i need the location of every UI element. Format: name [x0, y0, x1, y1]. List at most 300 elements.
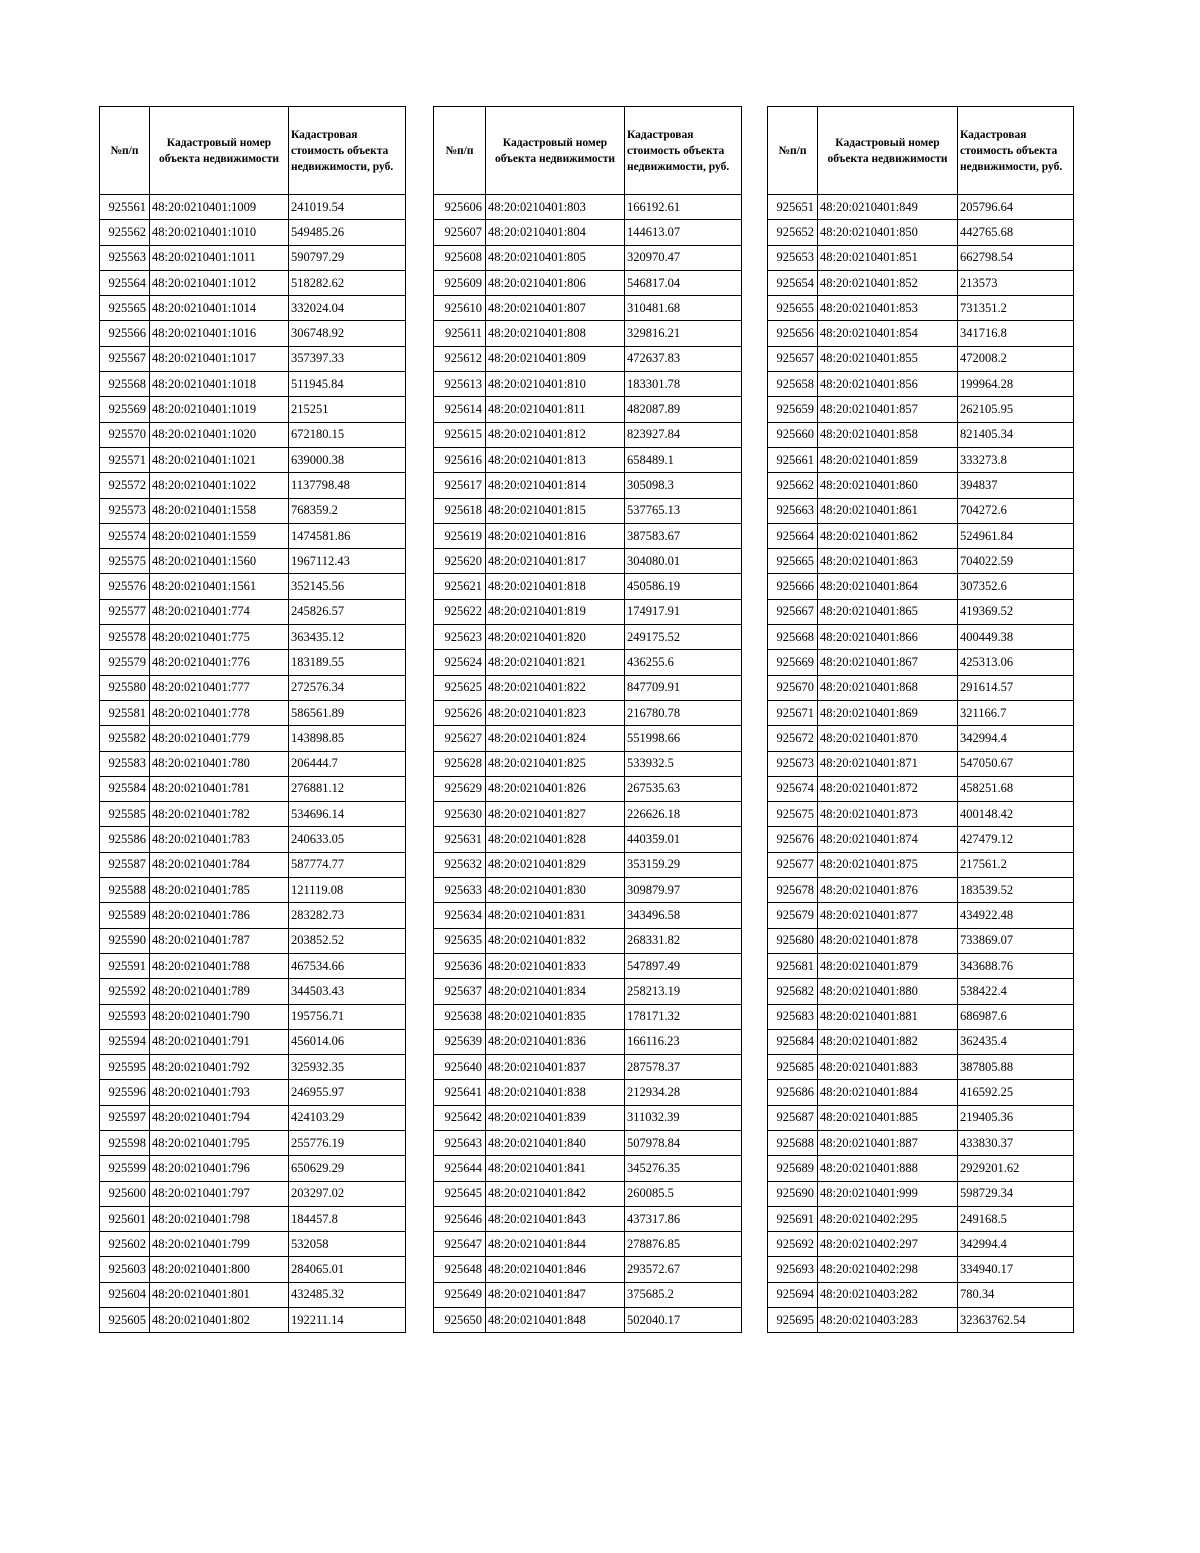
cadastral-number: 48:20:0210401:791 [150, 1029, 289, 1054]
cadastral-number: 48:20:0210401:804 [486, 220, 625, 245]
cadastral-number: 48:20:0210401:1021 [150, 447, 289, 472]
cadastral-number: 48:20:0210401:884 [818, 1080, 958, 1105]
cadastral-value: 672180.15 [289, 422, 406, 447]
table-row [768, 700, 1074, 725]
table-row [434, 1282, 742, 1307]
table-row [768, 321, 1074, 346]
table-row [434, 751, 742, 776]
table-row [434, 1308, 742, 1333]
cadastral-number: 48:20:0210401:828 [486, 827, 625, 852]
cadastral-number: 48:20:0210401:814 [486, 473, 625, 498]
cadastral-number: 48:20:0210401:876 [818, 878, 958, 903]
table-row [768, 1206, 1074, 1231]
table-row [434, 498, 742, 523]
cadastral-value: 143898.85 [289, 726, 406, 751]
table-row [434, 1004, 742, 1029]
table-row [100, 473, 406, 498]
cadastral-value: 205796.64 [958, 195, 1074, 220]
cadastral-value: 268331.82 [625, 928, 742, 953]
row-number: 925672 [768, 726, 818, 751]
cadastral-number: 48:20:0210401:840 [486, 1130, 625, 1155]
row-number: 925645 [434, 1181, 486, 1206]
row-number: 925606 [434, 195, 486, 220]
cadastral-value: 482087.89 [625, 397, 742, 422]
row-number: 925580 [100, 675, 150, 700]
cadastral-value: 284065.01 [289, 1257, 406, 1282]
table-row [100, 1257, 406, 1282]
table-row [434, 1130, 742, 1155]
row-number: 925649 [434, 1282, 486, 1307]
cadastral-value: 276881.12 [289, 776, 406, 801]
table-row [434, 776, 742, 801]
cadastral-value: 166192.61 [625, 195, 742, 220]
cadastral-number: 48:20:0210401:866 [818, 625, 958, 650]
cadastral-value: 32363762.54 [958, 1308, 1074, 1333]
cadastral-number: 48:20:0210401:838 [486, 1080, 625, 1105]
cadastral-value: 532058 [289, 1232, 406, 1257]
cadastral-number: 48:20:0210401:811 [486, 397, 625, 422]
cadastral-value: 419369.52 [958, 599, 1074, 624]
cadastral-value: 424103.29 [289, 1105, 406, 1130]
table-row [434, 296, 742, 321]
table-row [434, 1181, 742, 1206]
cadastral-value: 387805.88 [958, 1055, 1074, 1080]
table-row [768, 498, 1074, 523]
cadastral-number: 48:20:0210401:1016 [150, 321, 289, 346]
cadastral-value: 472637.83 [625, 346, 742, 371]
row-number: 925562 [100, 220, 150, 245]
cadastral-number: 48:20:0210401:870 [818, 726, 958, 751]
cadastral-value: 291614.57 [958, 675, 1074, 700]
cadastral-value: 437317.86 [625, 1206, 742, 1231]
cadastral-value: 400148.42 [958, 802, 1074, 827]
row-number: 925644 [434, 1156, 486, 1181]
cadastral-number: 48:20:0210401:1561 [150, 574, 289, 599]
row-number: 925661 [768, 447, 818, 472]
cadastral-number: 48:20:0210401:788 [150, 953, 289, 978]
cadastral-table-3 [767, 106, 1074, 1333]
row-number: 925637 [434, 979, 486, 1004]
cadastral-number: 48:20:0210401:780 [150, 751, 289, 776]
row-number: 925630 [434, 802, 486, 827]
row-number: 925612 [434, 346, 486, 371]
row-number: 925669 [768, 650, 818, 675]
table-row [768, 422, 1074, 447]
cadastral-value: 2929201.62 [958, 1156, 1074, 1181]
cadastral-value: 278876.85 [625, 1232, 742, 1257]
cadastral-number: 48:20:0210401:794 [150, 1105, 289, 1130]
row-number: 925662 [768, 473, 818, 498]
row-number: 925640 [434, 1055, 486, 1080]
table-row [768, 852, 1074, 877]
cadastral-value: 353159.29 [625, 852, 742, 877]
cadastral-number: 48:20:0210401:871 [818, 751, 958, 776]
cadastral-number: 48:20:0210401:789 [150, 979, 289, 1004]
row-number: 925663 [768, 498, 818, 523]
table-row [100, 827, 406, 852]
cadastral-number: 48:20:0210401:873 [818, 802, 958, 827]
cadastral-value: 586561.89 [289, 700, 406, 725]
cadastral-value: 662798.54 [958, 245, 1074, 270]
cadastral-number: 48:20:0210401:847 [486, 1282, 625, 1307]
cadastral-number: 48:20:0210403:282 [818, 1282, 958, 1307]
table-row [100, 979, 406, 1004]
cadastral-value: 192211.14 [289, 1308, 406, 1333]
table-row [100, 625, 406, 650]
cadastral-number: 48:20:0210401:799 [150, 1232, 289, 1257]
cadastral-number: 48:20:0210401:777 [150, 675, 289, 700]
cadastral-value: 547050.67 [958, 751, 1074, 776]
row-number: 925579 [100, 650, 150, 675]
header-cadastral-value: Кадастровая стоимость объекта недвижимости, руб. [625, 107, 742, 195]
row-number: 925653 [768, 245, 818, 270]
cadastral-value: 432485.32 [289, 1282, 406, 1307]
table-row [768, 523, 1074, 548]
cadastral-number: 48:20:0210401:1022 [150, 473, 289, 498]
cadastral-number: 48:20:0210401:854 [818, 321, 958, 346]
row-number: 925638 [434, 1004, 486, 1029]
cadastral-table-2 [433, 106, 742, 1333]
table-row [100, 1029, 406, 1054]
table-row [768, 346, 1074, 371]
table-row [768, 650, 1074, 675]
row-number: 925594 [100, 1029, 150, 1054]
cadastral-number: 48:20:0210401:820 [486, 625, 625, 650]
table-row [100, 549, 406, 574]
table-row [768, 397, 1074, 422]
cadastral-number: 48:20:0210401:861 [818, 498, 958, 523]
cadastral-value: 344503.43 [289, 979, 406, 1004]
row-number: 925646 [434, 1206, 486, 1231]
cadastral-number: 48:20:0210401:868 [818, 675, 958, 700]
row-number: 925603 [100, 1257, 150, 1282]
row-number: 925685 [768, 1055, 818, 1080]
cadastral-value: 240633.05 [289, 827, 406, 852]
header-cadastral-number: Кадастровый номер объекта недвижимости [486, 107, 625, 195]
table-row [768, 296, 1074, 321]
row-number: 925620 [434, 549, 486, 574]
cadastral-number: 48:20:0210401:787 [150, 928, 289, 953]
table-row [434, 878, 742, 903]
table-row [434, 903, 742, 928]
cadastral-number: 48:20:0210401:819 [486, 599, 625, 624]
table-header-row [100, 107, 406, 195]
cadastral-number: 48:20:0210401:781 [150, 776, 289, 801]
cadastral-number: 48:20:0210401:880 [818, 979, 958, 1004]
cadastral-number: 48:20:0210401:852 [818, 270, 958, 295]
table-row [768, 1232, 1074, 1257]
row-number: 925561 [100, 195, 150, 220]
row-number: 925617 [434, 473, 486, 498]
cadastral-value: 1967112.43 [289, 549, 406, 574]
cadastral-value: 219405.36 [958, 1105, 1074, 1130]
row-number: 925658 [768, 372, 818, 397]
table-row [434, 1156, 742, 1181]
row-number: 925678 [768, 878, 818, 903]
row-number: 925660 [768, 422, 818, 447]
cadastral-number: 48:20:0210401:851 [818, 245, 958, 270]
cadastral-value: 258213.19 [625, 979, 742, 1004]
row-number: 925676 [768, 827, 818, 852]
cadastral-value: 416592.25 [958, 1080, 1074, 1105]
row-number: 925593 [100, 1004, 150, 1029]
cadastral-number: 48:20:0210401:1019 [150, 397, 289, 422]
row-number: 925596 [100, 1080, 150, 1105]
cadastral-value: 456014.06 [289, 1029, 406, 1054]
cadastral-value: 375685.2 [625, 1282, 742, 1307]
table-row [768, 1156, 1074, 1181]
cadastral-value: 183301.78 [625, 372, 742, 397]
row-number: 925686 [768, 1080, 818, 1105]
table-row [100, 650, 406, 675]
cadastral-value: 203297.02 [289, 1181, 406, 1206]
row-number: 925619 [434, 523, 486, 548]
cadastral-number: 48:20:0210401:813 [486, 447, 625, 472]
cadastral-number: 48:20:0210401:805 [486, 245, 625, 270]
cadastral-number: 48:20:0210401:842 [486, 1181, 625, 1206]
table-row [768, 220, 1074, 245]
cadastral-value: 533932.5 [625, 751, 742, 776]
row-number: 925605 [100, 1308, 150, 1333]
row-number: 925597 [100, 1105, 150, 1130]
cadastral-number: 48:20:0210401:795 [150, 1130, 289, 1155]
row-number: 925671 [768, 700, 818, 725]
row-number: 925695 [768, 1308, 818, 1333]
table-row [768, 270, 1074, 295]
cadastral-number: 48:20:0210401:872 [818, 776, 958, 801]
table-row [100, 1206, 406, 1231]
cadastral-value: 598729.34 [958, 1181, 1074, 1206]
row-number: 925683 [768, 1004, 818, 1029]
cadastral-value: 731351.2 [958, 296, 1074, 321]
row-number: 925666 [768, 574, 818, 599]
table-row [768, 1130, 1074, 1155]
cadastral-value: 518282.62 [289, 270, 406, 295]
row-number: 925665 [768, 549, 818, 574]
row-number: 925608 [434, 245, 486, 270]
cadastral-value: 311032.39 [625, 1105, 742, 1130]
row-number: 925607 [434, 220, 486, 245]
cadastral-number: 48:20:0210401:1010 [150, 220, 289, 245]
table-row [768, 625, 1074, 650]
cadastral-value: 537765.13 [625, 498, 742, 523]
table-row [434, 321, 742, 346]
cadastral-number: 48:20:0210401:1558 [150, 498, 289, 523]
row-number: 925693 [768, 1257, 818, 1282]
row-number: 925689 [768, 1156, 818, 1181]
row-number: 925674 [768, 776, 818, 801]
cadastral-value: 283282.73 [289, 903, 406, 928]
cadastral-number: 48:20:0210401:1012 [150, 270, 289, 295]
row-number: 925564 [100, 270, 150, 295]
table-row [434, 979, 742, 1004]
cadastral-number: 48:20:0210401:1559 [150, 523, 289, 548]
cadastral-number: 48:20:0210401:803 [486, 195, 625, 220]
table-row [434, 1232, 742, 1257]
row-number: 925654 [768, 270, 818, 295]
row-number: 925629 [434, 776, 486, 801]
cadastral-number: 48:20:0210401:887 [818, 1130, 958, 1155]
table-row [434, 195, 742, 220]
table-row [100, 422, 406, 447]
row-number: 925609 [434, 270, 486, 295]
row-number: 925623 [434, 625, 486, 650]
row-number: 925588 [100, 878, 150, 903]
table-row [434, 574, 742, 599]
cadastral-number: 48:20:0210401:1014 [150, 296, 289, 321]
cadastral-number: 48:20:0210401:823 [486, 700, 625, 725]
cadastral-value: 206444.7 [289, 751, 406, 776]
table-row [768, 751, 1074, 776]
table-row [434, 473, 742, 498]
table-row [768, 1004, 1074, 1029]
table-row [100, 903, 406, 928]
cadastral-number: 48:20:0210401:1560 [150, 549, 289, 574]
cadastral-value: 226626.18 [625, 802, 742, 827]
row-number: 925655 [768, 296, 818, 321]
table-row [100, 928, 406, 953]
table-header-row [768, 107, 1074, 195]
cadastral-number: 48:20:0210401:792 [150, 1055, 289, 1080]
cadastral-value: 310481.68 [625, 296, 742, 321]
table-row [768, 599, 1074, 624]
cadastral-value: 174917.91 [625, 599, 742, 624]
table-row [434, 220, 742, 245]
cadastral-number: 48:20:0210403:283 [818, 1308, 958, 1333]
row-number: 925694 [768, 1282, 818, 1307]
cadastral-number: 48:20:0210401:843 [486, 1206, 625, 1231]
row-number: 925677 [768, 852, 818, 877]
cadastral-number: 48:20:0210401:882 [818, 1029, 958, 1054]
cadastral-value: 639000.38 [289, 447, 406, 472]
table-row [434, 726, 742, 751]
cadastral-number: 48:20:0210401:797 [150, 1181, 289, 1206]
row-number: 925565 [100, 296, 150, 321]
cadastral-number: 48:20:0210401:860 [818, 473, 958, 498]
row-number: 925585 [100, 802, 150, 827]
cadastral-number: 48:20:0210401:864 [818, 574, 958, 599]
row-number: 925569 [100, 397, 150, 422]
row-number: 925586 [100, 827, 150, 852]
cadastral-value: 321166.7 [958, 700, 1074, 725]
cadastral-number: 48:20:0210401:862 [818, 523, 958, 548]
cadastral-number: 48:20:0210401:848 [486, 1308, 625, 1333]
cadastral-value: 241019.54 [289, 195, 406, 220]
table-row [100, 953, 406, 978]
cadastral-value: 524961.84 [958, 523, 1074, 548]
cadastral-number: 48:20:0210401:815 [486, 498, 625, 523]
row-number: 925650 [434, 1308, 486, 1333]
cadastral-value: 343496.58 [625, 903, 742, 928]
table-row [100, 270, 406, 295]
cadastral-number: 48:20:0210401:888 [818, 1156, 958, 1181]
cadastral-number: 48:20:0210401:818 [486, 574, 625, 599]
cadastral-value: 511945.84 [289, 372, 406, 397]
cadastral-value: 458251.68 [958, 776, 1074, 801]
cadastral-number: 48:20:0210401:853 [818, 296, 958, 321]
cadastral-number: 48:20:0210402:297 [818, 1232, 958, 1257]
cadastral-number: 48:20:0210401:822 [486, 675, 625, 700]
header-cadastral-number: Кадастровый номер объекта недвижимости [818, 107, 958, 195]
row-number: 925639 [434, 1029, 486, 1054]
cadastral-value: 425313.06 [958, 650, 1074, 675]
cadastral-value: 363435.12 [289, 625, 406, 650]
table-row [100, 1004, 406, 1029]
row-number: 925628 [434, 751, 486, 776]
cadastral-number: 48:20:0210401:874 [818, 827, 958, 852]
cadastral-number: 48:20:0210401:856 [818, 372, 958, 397]
table-row [100, 1308, 406, 1333]
cadastral-value: 178171.32 [625, 1004, 742, 1029]
table-row [434, 447, 742, 472]
cadastral-value: 212934.28 [625, 1080, 742, 1105]
cadastral-number: 48:20:0210401:775 [150, 625, 289, 650]
cadastral-number: 48:20:0210401:858 [818, 422, 958, 447]
table-row [768, 1029, 1074, 1054]
cadastral-number: 48:20:0210401:875 [818, 852, 958, 877]
cadastral-number: 48:20:0210401:783 [150, 827, 289, 852]
cadastral-number: 48:20:0210401:832 [486, 928, 625, 953]
table-row [100, 321, 406, 346]
cadastral-number: 48:20:0210401:883 [818, 1055, 958, 1080]
cadastral-number: 48:20:0210401:836 [486, 1029, 625, 1054]
cadastral-number: 48:20:0210401:849 [818, 195, 958, 220]
row-number: 925583 [100, 751, 150, 776]
cadastral-value: 387583.67 [625, 523, 742, 548]
table-row [434, 523, 742, 548]
cadastral-number: 48:20:0210401:779 [150, 726, 289, 751]
cadastral-value: 245826.57 [289, 599, 406, 624]
cadastral-number: 48:20:0210401:808 [486, 321, 625, 346]
cadastral-number: 48:20:0210401:879 [818, 953, 958, 978]
table-row [768, 726, 1074, 751]
table-row [768, 447, 1074, 472]
table-row [434, 928, 742, 953]
cadastral-number: 48:20:0210401:881 [818, 1004, 958, 1029]
table-row [100, 498, 406, 523]
table-row [434, 599, 742, 624]
cadastral-number: 48:20:0210401:824 [486, 726, 625, 751]
cadastral-number: 48:20:0210401:827 [486, 802, 625, 827]
row-number: 925690 [768, 1181, 818, 1206]
cadastral-value: 217561.2 [958, 852, 1074, 877]
cadastral-number: 48:20:0210401:825 [486, 751, 625, 776]
row-number: 925636 [434, 953, 486, 978]
cadastral-value: 394837 [958, 473, 1074, 498]
cadastral-value: 847709.91 [625, 675, 742, 700]
cadastral-value: 436255.6 [625, 650, 742, 675]
row-number: 925571 [100, 447, 150, 472]
row-number: 925673 [768, 751, 818, 776]
table-row [100, 726, 406, 751]
cadastral-value: 551998.66 [625, 726, 742, 751]
cadastral-value: 433830.37 [958, 1130, 1074, 1155]
table-row [768, 195, 1074, 220]
cadastral-value: 823927.84 [625, 422, 742, 447]
table-row [768, 473, 1074, 498]
cadastral-value: 307352.6 [958, 574, 1074, 599]
cadastral-number: 48:20:0210401:839 [486, 1105, 625, 1130]
cadastral-number: 48:20:0210401:1011 [150, 245, 289, 270]
cadastral-number: 48:20:0210401:1009 [150, 195, 289, 220]
table-row [768, 675, 1074, 700]
table-row [768, 802, 1074, 827]
table-row [434, 1206, 742, 1231]
header-cadastral-value: Кадастровая стоимость объекта недвижимости, руб. [289, 107, 406, 195]
table-row [768, 1080, 1074, 1105]
table-row [100, 346, 406, 371]
cadastral-number: 48:20:0210401:846 [486, 1257, 625, 1282]
